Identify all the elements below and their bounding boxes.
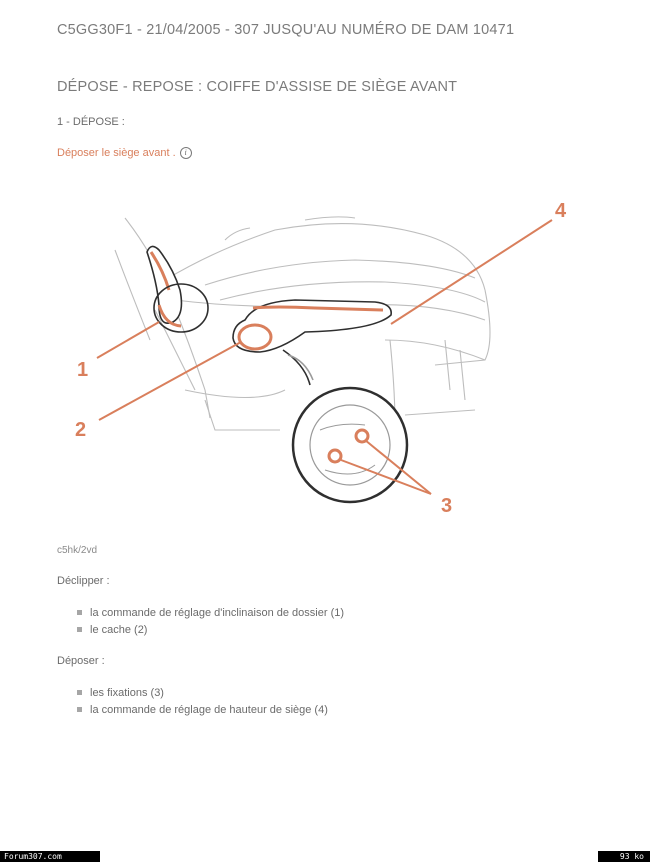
list-item [77,621,344,638]
info-icon[interactable]: i [180,147,192,159]
remove-seat-link-row [57,147,192,159]
document-reference: C5GG30F1 - 21/04/2005 - 307 JUSQU'AU NUMÉRO DE DAM 10471 [57,22,515,38]
procedure-title: DÉPOSE - REPOSE : COIFFE D'ASSISE DE SIÈGE AVANT [57,79,458,95]
list-item [77,604,344,621]
remove-seat-link[interactable]: Déposer le siège avant . [57,147,176,159]
footer-bar [0,851,650,862]
list-item [77,684,328,701]
step-title: 1 - DÉPOSE : [57,116,125,128]
unclip-label: Déclipper : [57,575,110,587]
seat-illustration [55,190,595,530]
list-item-text: le cache (2) [90,623,148,636]
bullet-icon [77,627,82,632]
callout-4: 4 [555,200,567,222]
callout-1: 1 [77,359,89,381]
figure-reference: c5hk/2vd [57,545,98,556]
bullet-icon [77,707,82,712]
bullet-icon [77,690,82,695]
list-item [77,701,328,718]
fixings-detail [293,388,407,502]
height-lever [233,300,391,385]
list-item-text: la commande de réglage d'inclinaison de dossier (1) [90,606,345,619]
list-item-text: les fixations (3) [90,686,164,699]
callout-2: 2 [75,419,87,441]
remove-label: Déposer : [57,655,105,667]
footer-size: 93 ko [598,851,650,862]
footer-site: Forum307.com [0,851,100,862]
unclip-list [77,604,344,638]
callout-3: 3 [441,495,453,517]
remove-list [77,684,328,718]
recline-lever [147,246,208,332]
list-item-text: la commande de réglage de hauteur de siège (4) [90,703,328,716]
bullet-icon [77,610,82,615]
